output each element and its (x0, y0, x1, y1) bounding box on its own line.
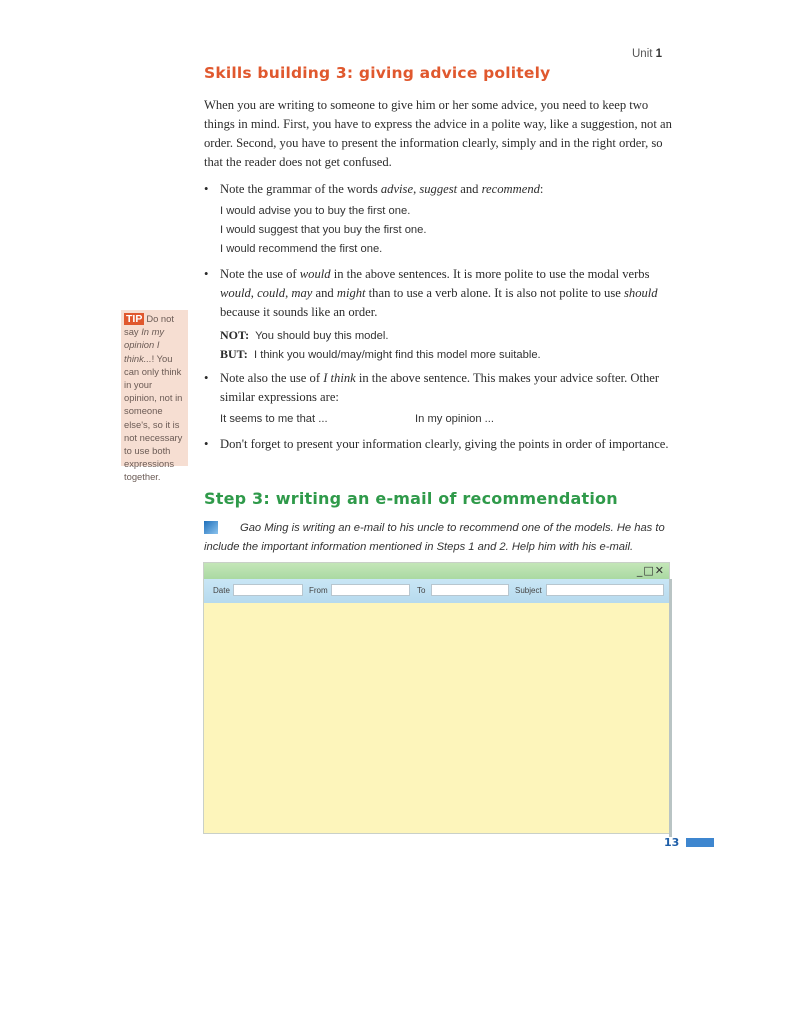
but-text: I think you would/may/might find this model more suitable. (254, 349, 541, 361)
bullet-dot: • (204, 437, 209, 451)
from-field[interactable] (331, 584, 410, 596)
tip-italic: In my opinion I think... (124, 326, 165, 364)
example-advise: I would advise you to buy the first one. (220, 205, 411, 217)
bullet-text: Note the grammar of the words advise, suggest and recommend: (220, 182, 544, 196)
unit-label: Unit (632, 48, 653, 60)
bullet-clarity (204, 435, 674, 454)
not-label: NOT: (220, 328, 250, 342)
bullet-text: Note also the use of I think in the above sentence. This makes your advice softer. Other similar expressions are: (220, 371, 660, 404)
page-number: 13 (664, 836, 680, 849)
bullet-text: Note the use of would in the above sentences. It is more polite to use the modal verbs would, could, may and might than to use a verb alone. It is also not polite to use should because it sounds like an order. (220, 267, 658, 319)
step3-instructions: Gao Ming is writing an e-mail to his uncle to recommend one of the models. He has to include the important information mentioned in Steps 1 and 2. Help him with his e-mail. (204, 522, 665, 553)
from-label: From (309, 586, 328, 595)
unit-header (632, 48, 662, 60)
example-but (220, 347, 541, 362)
word-recommend: recommend (481, 182, 540, 196)
expression-seems: It seems to me that ... (220, 413, 328, 425)
tip-box: TIP Do not say In my opinion I think...! You can only think in your opinion, not in someone else's, so it is not necessary to use both expressions together. (121, 310, 188, 466)
bullet-grammar (204, 180, 674, 199)
expression-opinion: In my opinion ... (415, 413, 494, 425)
intro-paragraph (204, 96, 674, 172)
bullet-dot: • (204, 371, 209, 385)
tip-label: TIP (126, 313, 143, 325)
to-label: To (417, 586, 426, 595)
subject-field[interactable] (546, 584, 664, 596)
bullet-dot: • (204, 267, 209, 281)
date-label: Date (213, 586, 230, 595)
window-shadow (669, 579, 672, 837)
page-number-bar (686, 838, 714, 847)
section-title: Skills building 3: giving advice politely (204, 64, 551, 82)
example-recommend: I would recommend the first one. (220, 243, 383, 255)
bullet-text: Don't forget to present your information clearly, giving the points in order of importance. (220, 437, 669, 451)
word-suggest: suggest (419, 182, 458, 196)
not-text: You should buy this model. (255, 330, 389, 342)
window-controls-icon[interactable]: _□✕ (636, 564, 665, 577)
to-field[interactable] (431, 584, 509, 596)
email-titlebar (204, 563, 669, 579)
email-body[interactable] (204, 603, 669, 833)
but-label: BUT: (220, 347, 248, 361)
bullet-dot: • (204, 182, 209, 196)
word-advise: advise (380, 182, 414, 196)
bullet-modal-verbs (204, 265, 674, 322)
step3-title: Step 3: writing an e-mail of recommendation (204, 489, 618, 508)
intro-text: When you are writing to someone to give him or her some advice, you need to keep two things in mind. First, you have to express the advice in a polite way, like a suggestion, not an order. Second, you have to present the information clearly, simply and in the right order, so that the reader does not get confused. (204, 98, 672, 169)
email-window (203, 562, 670, 834)
bullet-i-think (204, 369, 674, 407)
example-not (220, 328, 388, 343)
example-suggest: I would suggest that you buy the first one. (220, 224, 427, 236)
date-field[interactable] (233, 584, 303, 596)
unit-number: 1 (655, 48, 663, 60)
email-header-fields (204, 579, 669, 603)
subject-label: Subject (515, 586, 542, 595)
